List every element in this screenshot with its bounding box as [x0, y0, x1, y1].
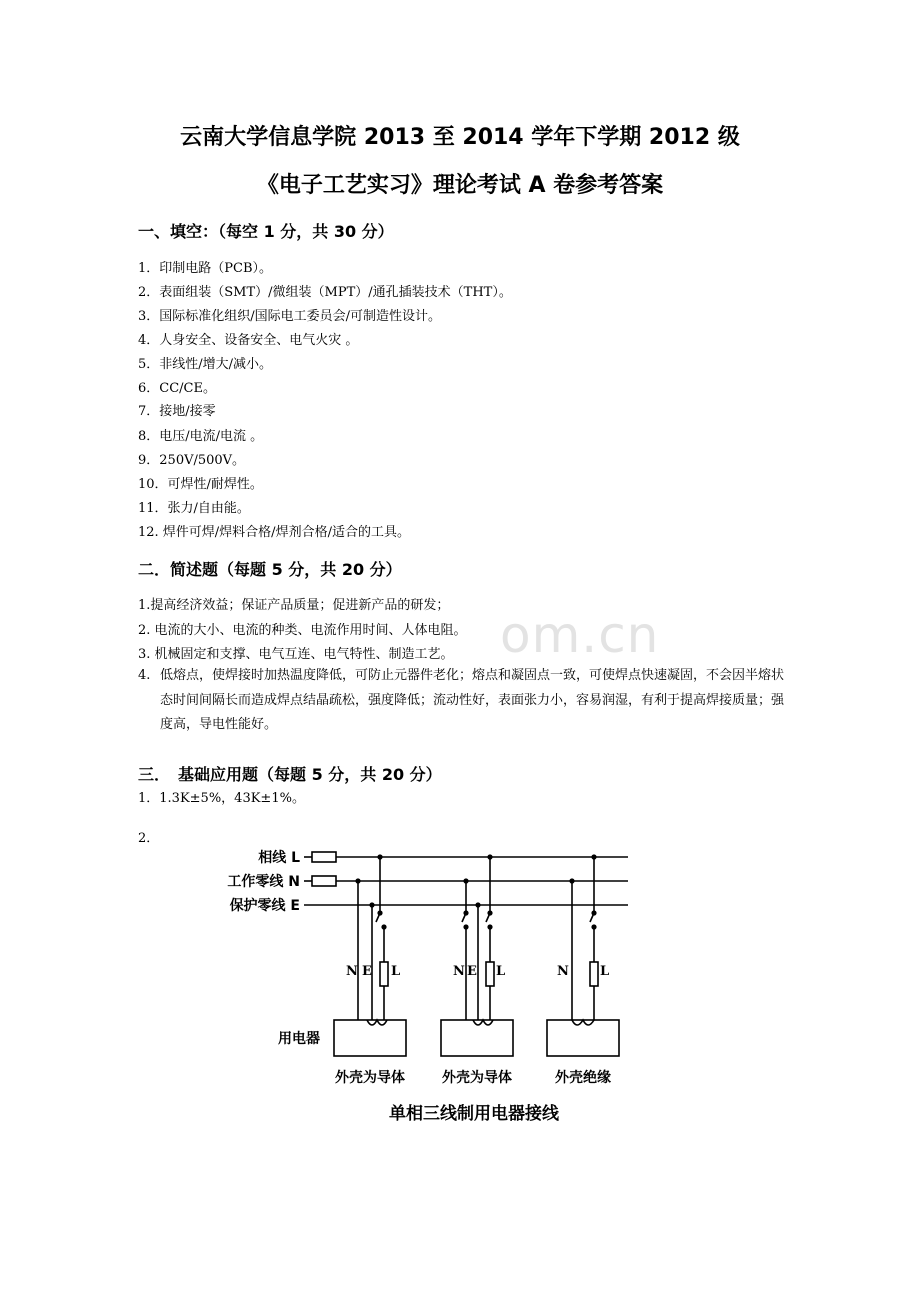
short-answer-2: 2. 电流的大小、电流的种类、电流作用时间、人体电阻。 — [138, 623, 467, 638]
short-answer-4-text: 低熔点，使焊接时加热温度降低，可防止元器件老化；熔点和凝固点一致，可使焊点快速凝固，不会因半熔状态时间间隔长而造成焊点结晶疏松，强度降低；流动性好，表面张力小，容易润湿，有利于提高焊接质量；强度高，导电性能好。 — [160, 668, 785, 732]
short-answer-3: 3. 机械固定和支撑、电气互连、电气特性、制造工艺。 — [138, 647, 454, 662]
document-title-line2: 《电子工艺实习》理论考试 A 卷参考答案 — [256, 173, 664, 198]
fill-answer-3: 3．国际标准化组织/国际电工委员会/可制造性设计。 — [138, 309, 442, 324]
fill-answer-7: 7．接地/接零 — [138, 404, 216, 419]
fill-answer-1: 1．印制电路（PCB）。 — [138, 261, 273, 276]
appliance-2-e-label: E — [467, 964, 477, 979]
fill-answer-10: 10．可焊性/耐焊性。 — [138, 477, 263, 492]
neutral-line-label: 工作零线 N — [227, 874, 300, 890]
document-title-line1: 云南大学信息学院 2013 至 2014 学年下学期 2012 级 — [180, 125, 740, 150]
fill-answer-2: 2．表面组装（SMT）/微组装（MPT）/通孔插装技术（THT）。 — [138, 285, 512, 300]
section1-heading: 一、填空：（每空 1 分，共 30 分） — [138, 222, 394, 241]
short-answer-1: 1.提高经济效益；保证产品质量；促进新产品的研发； — [138, 598, 450, 613]
fill-answer-6: 6．CC/CE。 — [138, 381, 216, 396]
neutral-line-fuse — [312, 876, 336, 886]
diagram-caption: 单相三线制用电器接线 — [389, 1104, 559, 1124]
junction-dots — [355, 854, 596, 929]
appliance-3-caption: 外壳绝缘 — [555, 1070, 611, 1086]
application-answer-1: 1．1.3K±5%，43K±1%。 — [138, 791, 305, 806]
appliance-box-1 — [334, 1020, 406, 1056]
appliance-3-n-label: N — [557, 964, 569, 979]
appliance-1-n-label: N — [346, 964, 358, 979]
appliance-3-l-label: L — [600, 964, 610, 979]
application-answer-2-number: 2． — [138, 831, 160, 846]
short-answer-4 — [138, 664, 788, 738]
fill-answer-4: 4．人身安全、设备安全、电气火灾 。 — [138, 333, 359, 348]
appliance-1-caption: 外壳为导体 — [335, 1070, 405, 1086]
appliance-2-l-label: L — [496, 964, 506, 979]
appliance-2-caption: 外壳为导体 — [442, 1070, 512, 1086]
single-phase-three-wire-diagram — [0, 830, 920, 1130]
watermark: om.cn — [500, 606, 660, 664]
appliance-label: 用电器 — [278, 1031, 320, 1047]
fill-answer-12: 12. 焊件可焊/焊料合格/焊剂合格/适合的工具。 — [138, 525, 410, 540]
earth-line-label: 保护零线 E — [229, 898, 300, 914]
section2-heading: 二．简述题（每题 5 分，共 20 分） — [138, 560, 402, 579]
fill-answer-8: 8．电压/电流/电流 。 — [138, 429, 264, 444]
phase-line-label: 相线 L — [258, 850, 300, 866]
appliance-2-n-label: N — [453, 964, 465, 979]
phase-line-fuse — [312, 852, 336, 862]
appliance-3-wiring — [572, 857, 598, 1025]
appliance-1-wiring — [358, 857, 388, 1025]
fill-answer-11: 11．张力/自由能。 — [138, 501, 250, 516]
appliance-1-l-label: L — [391, 964, 401, 979]
section3-heading: 三． 基础应用题（每题 5 分，共 20 分） — [138, 765, 442, 784]
appliance-box-3 — [547, 1020, 619, 1056]
fill-answer-5: 5．非线性/增大/减小。 — [138, 357, 273, 372]
short-answer-4-number: 4. — [138, 668, 151, 683]
appliance-1-e-label: E — [362, 964, 372, 979]
fill-answer-9: 9．250V/500V。 — [138, 453, 246, 468]
